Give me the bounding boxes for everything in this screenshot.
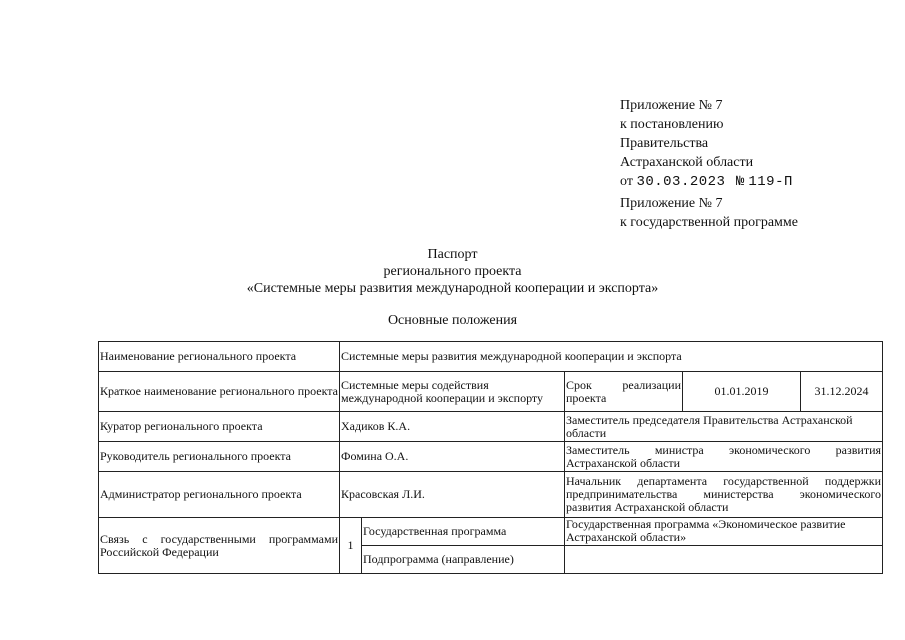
- admin-position: Начальник департамента государственной поддержки предпринимательства министерства экономического развития Астраханской области: [565, 472, 883, 518]
- link-number: 1: [340, 518, 362, 574]
- number-sign: №: [735, 174, 745, 190]
- name-label: Наименование регионального проекта: [99, 342, 340, 372]
- resolution-number: 119-П: [748, 174, 793, 190]
- admin-name: Красовская Л.И.: [340, 472, 565, 518]
- title-line: Паспорт: [427, 247, 478, 262]
- section-title: Основные положения: [387, 313, 518, 328]
- name-value: Системные меры развития международной кооперации и экспорта: [340, 342, 883, 372]
- table-row: [99, 372, 883, 412]
- appendix-resolution-block: [620, 96, 793, 192]
- title-line: «Системные меры развития международной кооперации и экспорта»: [246, 281, 659, 296]
- curator-position: Заместитель председателя Правительства Астраханской области: [565, 412, 883, 442]
- term-end: 31.12.2024: [801, 372, 883, 412]
- appendix-line: к государственной программе: [620, 215, 798, 230]
- project-passport-table: [98, 341, 883, 574]
- resolution-date: 30.03.2023: [636, 174, 726, 190]
- head-name: Фомина О.А.: [340, 442, 565, 472]
- head-position: Заместитель министра экономического развития Астраханской области: [566, 442, 882, 470]
- term-label: Срок реализации проекта: [565, 372, 683, 412]
- appendix-program-block: [620, 194, 798, 232]
- table-row: [99, 412, 883, 442]
- gp-label: Государственная программа: [362, 518, 565, 546]
- appendix-line: к постановлению: [620, 117, 724, 132]
- term-start: 01.01.2019: [683, 372, 801, 412]
- head-label: Руководитель регионального проекта: [99, 442, 340, 472]
- appendix-number: Приложение № 7: [620, 196, 723, 211]
- table-row: [99, 442, 883, 472]
- link-label: Связь с государственными программами Российской Федерации: [99, 518, 340, 574]
- resolution-date-line: [620, 172, 793, 192]
- gp-value: Государственная программа «Экономическое развитие Астраханской области»: [565, 518, 883, 546]
- curator-name: Хадиков К.А.: [340, 412, 565, 442]
- subprogram-value: [565, 546, 883, 574]
- table-row: [99, 518, 883, 546]
- table-row: [99, 342, 883, 372]
- date-prefix: от: [620, 174, 633, 189]
- curator-label: Куратор регионального проекта: [99, 412, 340, 442]
- appendix-line: Правительства: [620, 136, 709, 151]
- title-line: регионального проекта: [383, 264, 522, 279]
- short-name-label: Краткое наименование регионального проекта: [99, 372, 340, 412]
- appendix-line: Астраханской области: [620, 155, 754, 170]
- short-name-value: Системные меры содействия международной кооперации и экспорту: [340, 372, 565, 412]
- document-title: [0, 246, 905, 297]
- admin-label: Администратор регионального проекта: [99, 472, 340, 518]
- appendix-number: Приложение № 7: [620, 98, 723, 113]
- table-row: [99, 472, 883, 518]
- subprogram-label: Подпрограмма (направление): [362, 546, 565, 574]
